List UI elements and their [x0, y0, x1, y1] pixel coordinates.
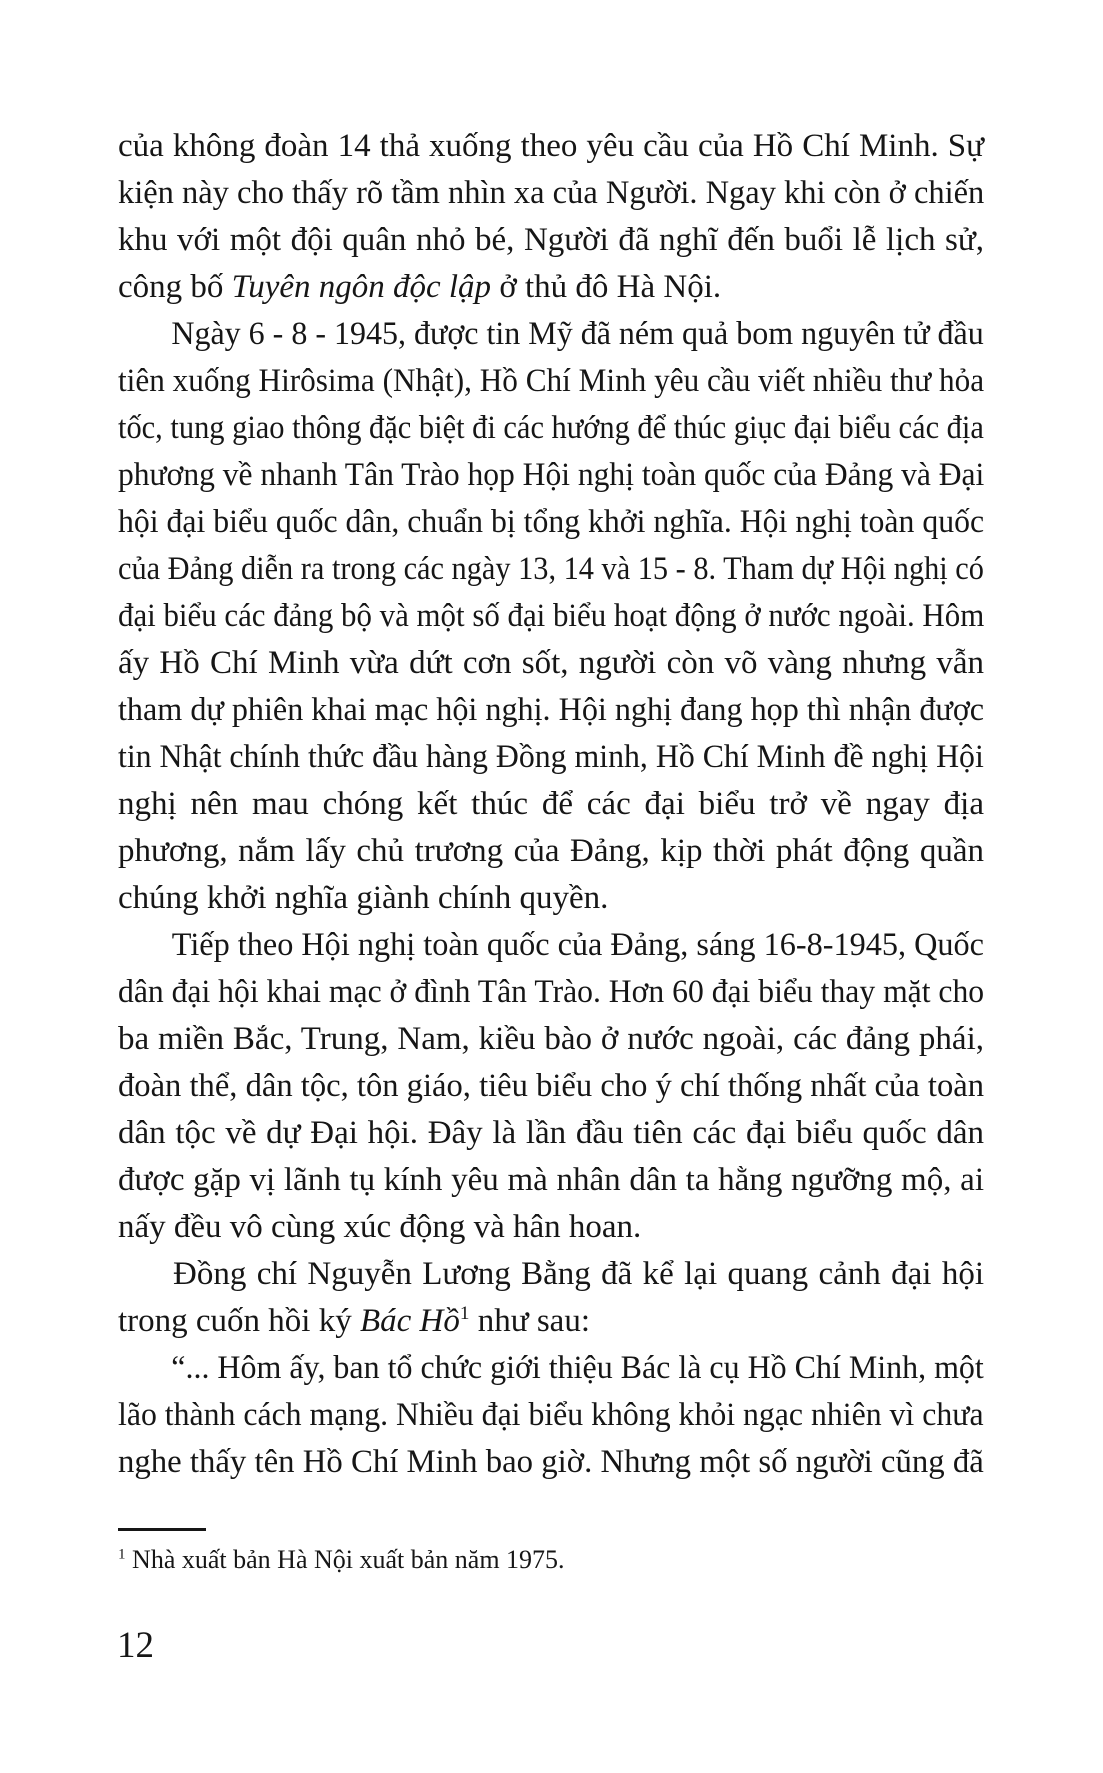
text-segment: ấy Hồ Chí Minh vừa dứt cơn sốt, người còn võ vàng nhưng vẫn: [118, 645, 984, 681]
text-segment: công bố: [118, 269, 232, 305]
text-segment: ba miền Bắc, Trung, Nam, kiều bào ở nước ngoài, các đảng phái,: [118, 1021, 984, 1057]
text-line: [118, 1110, 984, 1157]
text-segment: của Đảng diễn ra trong các ngày 13, 14 và 15 - 8. Tham dự Hội nghị có: [118, 551, 984, 587]
text-line: [118, 781, 984, 828]
text-line: [118, 1392, 984, 1439]
text-line: [118, 123, 984, 170]
text-line: [118, 593, 985, 640]
text-segment: tốc, tung giao thông đặc biệt đi các hướng để thúc giục đại biểu các địa: [118, 410, 984, 446]
paragraph: [118, 1345, 984, 1486]
text-segment: Ngày 6 - 8 - 1945, được tin Mỹ đã ném quả bom nguyên tử đầu: [171, 316, 984, 352]
footnote-marker: 1: [118, 1546, 126, 1563]
footnote-separator: [118, 1528, 206, 1531]
footnote-text: Nhà xuất bản Hà Nội xuất bản năm 1975.: [132, 1545, 565, 1574]
text-line: [118, 922, 984, 969]
text-segment: khu với một đội quân nhỏ bé, Người đã nghĩ đến buổi lễ lịch sử,: [118, 222, 984, 258]
text-segment: phương về nhanh Tân Trào họp Hội nghị toàn quốc của Đảng và Đại: [118, 457, 985, 493]
text-segment: đoàn thể, dân tộc, tôn giáo, tiêu biểu cho ý chí thống nhất của toàn: [118, 1068, 985, 1104]
text-line: [118, 828, 984, 875]
text-segment: tin Nhật chính thức đầu hàng Đồng minh, Hồ Chí Minh đề nghị Hội: [118, 739, 984, 775]
text-segment: tham dự phiên khai mạc hội nghị. Hội nghị đang họp thì nhận được: [118, 692, 985, 728]
text-line: [118, 1016, 984, 1063]
paragraphs-container: [118, 123, 984, 1486]
text-segment: ở thủ đô Hà Nội.: [491, 269, 722, 305]
text-line: [118, 640, 984, 687]
text-line: [118, 405, 984, 452]
text-line: [118, 1063, 985, 1110]
text-segment: Tiếp theo Hội nghị toàn quốc của Đảng, sáng 16-8-1945, Quốc: [171, 927, 984, 963]
text-segment: chúng khởi nghĩa giành chính quyền.: [118, 880, 609, 916]
text-segment: lão thành cách mạng. Nhiều đại biểu không khỏi ngạc nhiên vì chưa: [118, 1397, 984, 1433]
text-segment: dân tộc về dự Đại hội. Đây là lần đầu tiên các đại biểu quốc dân: [118, 1115, 984, 1151]
text-segment: nghị nên mau chóng kết thúc để các đại biểu trở về ngay địa: [118, 786, 984, 822]
text-line: [118, 1204, 984, 1251]
text-line: [118, 875, 984, 922]
text-line: [118, 499, 985, 546]
text-line: [118, 969, 985, 1016]
text-line: [118, 170, 985, 217]
text-line: [118, 452, 985, 499]
text-line: [118, 546, 984, 593]
text-segment: của không đoàn 14 thả xuống theo yêu cầu của Hồ Chí Minh. Sự: [118, 128, 984, 164]
text-line: [118, 1439, 984, 1486]
body-text: [118, 123, 984, 1486]
italic-text: Tuyên ngôn độc lập: [231, 269, 492, 305]
text-line: [118, 1251, 984, 1298]
text-segment: “... Hôm ấy, ban tổ chức giới thiệu Bác là cụ Hồ Chí Minh, một: [171, 1350, 984, 1386]
footnote: [118, 1543, 818, 1577]
text-line: [118, 734, 984, 781]
text-segment: phương, nắm lấy chủ trương của Đảng, kịp thời phát động quần: [118, 833, 984, 869]
text-line: [118, 358, 985, 405]
text-segment: trong cuốn hồi ký: [118, 1303, 360, 1339]
paragraph: [118, 123, 984, 311]
text-segment: như sau:: [469, 1303, 590, 1339]
text-segment: tiên xuống Hirôsima (Nhật), Hồ Chí Minh yêu cầu viết nhiều thư hỏa: [118, 363, 985, 399]
text-line: [118, 311, 984, 358]
text-line: [118, 1157, 984, 1204]
text-line: [118, 264, 984, 311]
text-segment: Đồng chí Nguyễn Lương Bằng đã kể lại quang cảnh đại hội: [173, 1256, 984, 1292]
text-line: [118, 217, 984, 264]
text-segment: nấy đều vô cùng xúc động và hân hoan.: [118, 1209, 642, 1245]
text-line: [118, 1298, 984, 1345]
paragraph: [118, 1251, 984, 1345]
text-segment: nghe thấy tên Hồ Chí Minh bao giờ. Nhưng một số người cũng đã: [118, 1444, 984, 1480]
paragraph: [118, 311, 984, 922]
text-segment: hội đại biểu quốc dân, chuẩn bị tổng khởi nghĩa. Hội nghị toàn quốc: [118, 504, 985, 540]
footnote-reference: 1: [459, 1303, 470, 1324]
italic-text: Bác Hồ: [359, 1303, 460, 1339]
page-number: 12: [117, 1625, 154, 1666]
text-segment: đại biểu các đảng bộ và một số đại biểu hoạt động ở nước ngoài. Hôm: [118, 598, 985, 634]
text-segment: dân đại hội khai mạc ở đình Tân Trào. Hơn 60 đại biểu thay mặt cho: [118, 974, 985, 1010]
text-segment: được gặp vị lãnh tụ kính yêu mà nhân dân ta hằng ngưỡng mộ, ai: [118, 1162, 984, 1198]
paragraph: [118, 922, 984, 1251]
text-line: [118, 1345, 984, 1392]
text-segment: kiện này cho thấy rõ tầm nhìn xa của Người. Ngay khi còn ở chiến: [118, 175, 985, 211]
text-line: [118, 687, 985, 734]
